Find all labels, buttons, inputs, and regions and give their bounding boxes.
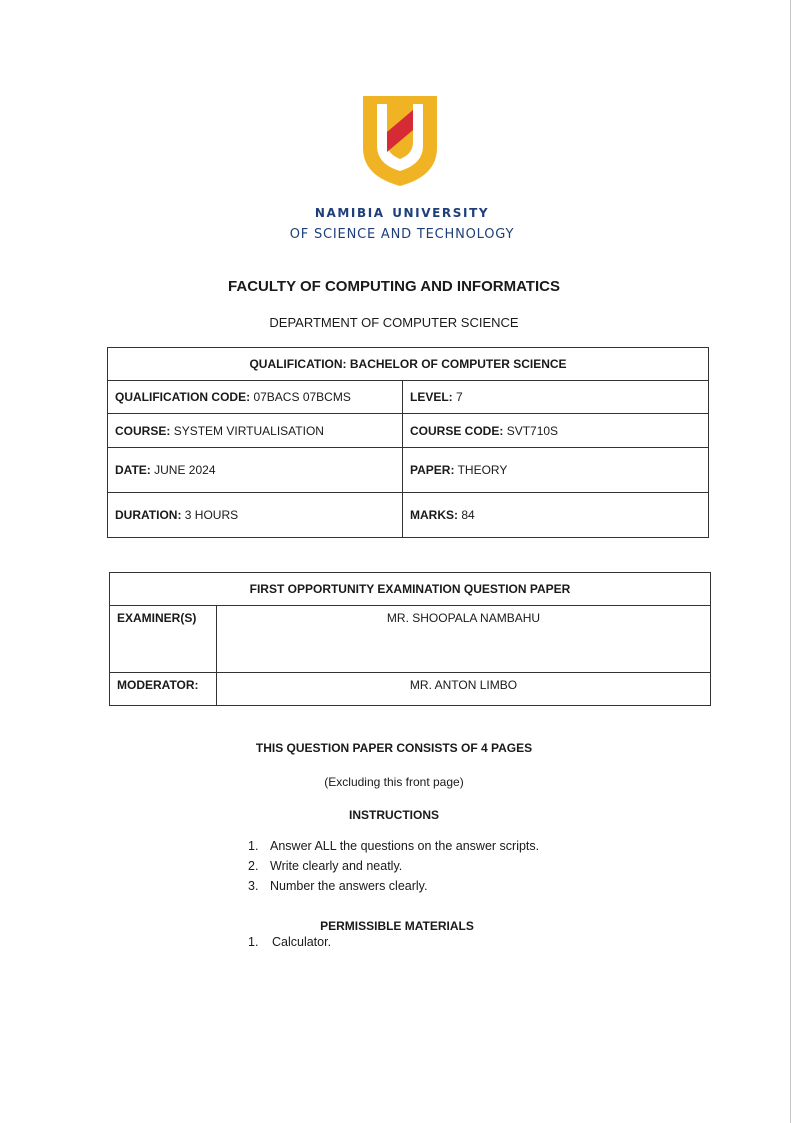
- permissible-materials-heading: PERMISSIBLE MATERIALS: [320, 919, 474, 933]
- nust-shield-logo-icon: [357, 90, 443, 188]
- list-item-number: 1.: [248, 935, 259, 949]
- course-code-value: SVT710S: [506, 423, 559, 438]
- qualification-code-value: 07BACS 07BCMS: [253, 390, 351, 404]
- instructions-list: [248, 839, 539, 899]
- level-value: 7: [456, 390, 463, 404]
- excluding-note: (Excluding this front page): [324, 775, 464, 789]
- date-cell: [108, 448, 403, 493]
- list-item: [248, 839, 539, 859]
- examiner-value: MR. SHOOPALA NAMBAHU: [217, 606, 711, 673]
- permissible-materials-list: [248, 935, 331, 949]
- date-label: DATE:: [115, 463, 151, 477]
- paper-cell: [403, 448, 709, 493]
- date-value: JUNE 2024: [154, 463, 216, 477]
- faculty-heading: FACULTY OF COMPUTING AND INFORMATICS: [228, 278, 560, 295]
- examiner-label: EXAMINER(S): [110, 606, 217, 673]
- university-name: namibia university: [314, 202, 490, 222]
- qualification-title: QUALIFICATION: BACHELOR OF COMPUTER SCIENCE: [108, 348, 709, 381]
- list-item-number: 1.: [248, 839, 259, 853]
- moderator-value: MR. ANTON LIMBO: [217, 673, 711, 706]
- marks-cell: [403, 493, 709, 538]
- list-item-text: Calculator.: [272, 935, 332, 949]
- list-item-text: Number the answers clearly.: [270, 879, 428, 893]
- page-count-notice: THIS QUESTION PAPER CONSISTS OF 4 PAGES: [255, 741, 533, 755]
- level-label: LEVEL:: [410, 390, 453, 404]
- marks-label: MARKS:: [410, 508, 458, 522]
- paper-label: PAPER:: [410, 463, 455, 477]
- duration-label: DURATION:: [115, 508, 182, 522]
- list-item: [248, 859, 539, 879]
- level-cell: [403, 381, 709, 414]
- course-value: SYSTEM VIRTUALISATION: [173, 423, 324, 438]
- list-item-number: 3.: [248, 879, 259, 893]
- examination-title: FIRST OPPORTUNITY EXAMINATION QUESTION PAPER: [110, 573, 711, 606]
- university-subtitle: OF SCIENCE AND TECHNOLOGY: [289, 227, 515, 242]
- course-label: COURSE:: [115, 423, 171, 438]
- qualification-code-label: QUALIFICATION CODE:: [115, 390, 251, 404]
- instructions-heading: INSTRUCTIONS: [349, 808, 439, 822]
- course-code-cell: [403, 414, 709, 448]
- list-item-text: Answer ALL the questions on the answer scripts.: [270, 839, 540, 853]
- duration-cell: [108, 493, 403, 538]
- list-item: [248, 935, 331, 949]
- list-item: [248, 879, 539, 899]
- marks-value: 84: [461, 508, 475, 522]
- course-cell: [108, 414, 403, 448]
- examination-table: [109, 572, 711, 706]
- qualification-code-cell: [108, 381, 403, 414]
- course-code-label: COURSE CODE:: [410, 423, 504, 438]
- list-item-text: Write clearly and neatly.: [270, 859, 403, 873]
- department-heading: DEPARTMENT OF COMPUTER SCIENCE: [269, 315, 519, 330]
- paper-value: THEORY: [457, 463, 508, 477]
- qualification-table: [107, 347, 709, 538]
- duration-value: 3 HOURS: [184, 508, 239, 522]
- page-edge-line: [790, 0, 791, 1123]
- list-item-number: 2.: [248, 859, 259, 873]
- moderator-label: MODERATOR:: [110, 673, 217, 706]
